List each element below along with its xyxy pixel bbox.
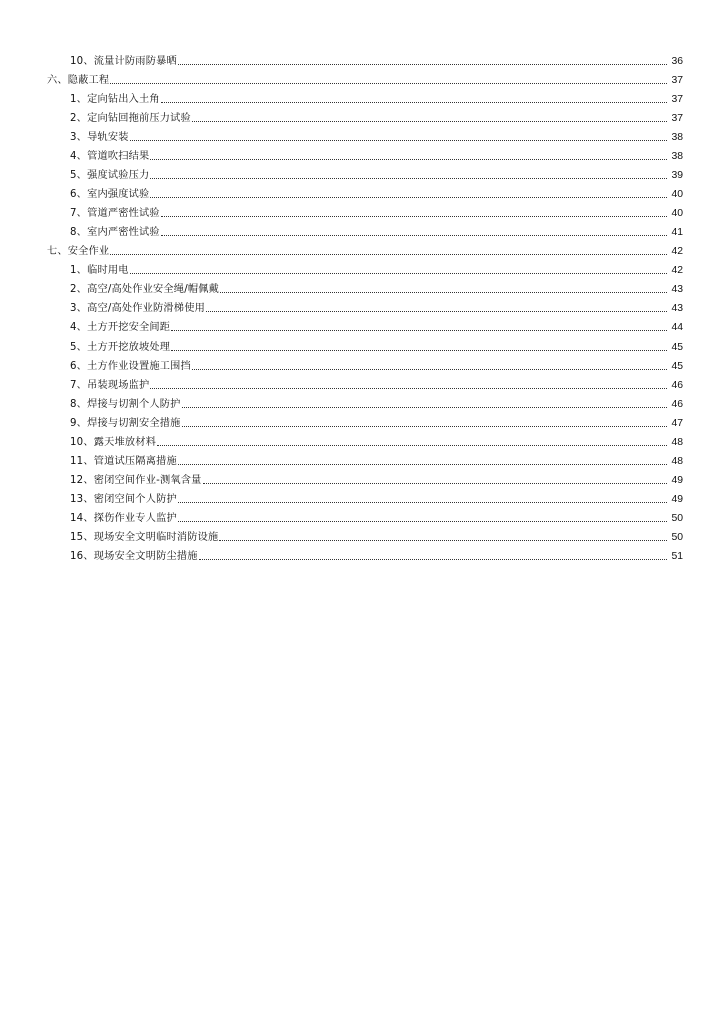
toc-entry[interactable]	[47, 487, 683, 506]
toc-entry-title: 10、流量计防雨防暴晒	[70, 56, 177, 68]
toc-entry[interactable]	[47, 144, 683, 163]
toc-entry[interactable]	[47, 373, 683, 392]
toc-section-entry[interactable]	[47, 239, 683, 258]
toc-entry-title: 7、管道严密性试验	[70, 208, 160, 220]
toc-dot-leader	[150, 387, 667, 389]
toc-entry-page: 37	[671, 94, 683, 106]
toc-dot-leader	[178, 501, 667, 503]
toc-entry[interactable]	[47, 411, 683, 430]
toc-entry-title: 6、土方作业设置施工围挡	[70, 360, 191, 372]
toc-entry-title: 六、隐蔽工程	[47, 75, 110, 87]
toc-entry[interactable]	[47, 354, 683, 373]
toc-dot-leader	[130, 272, 667, 274]
toc-entry-title: 1、定向钻出入土角	[70, 94, 160, 106]
toc-entry-title: 6、室内强度试验	[70, 189, 150, 201]
toc-dot-leader	[150, 196, 667, 198]
toc-entry-page: 48	[671, 436, 683, 448]
toc-entry-title: 4、土方开挖安全间距	[70, 322, 171, 334]
toc-entry-title: 5、强度试验压力	[70, 170, 150, 182]
toc-entry-page: 38	[671, 132, 683, 144]
toc-entry[interactable]	[47, 392, 683, 411]
toc-entry-page: 43	[671, 284, 683, 296]
toc-entry[interactable]	[47, 277, 683, 296]
toc-dot-leader	[171, 329, 667, 331]
toc-entry-title: 16、现场安全文明防尘措施	[70, 550, 198, 562]
table-of-contents	[47, 49, 683, 563]
toc-entry-page: 47	[671, 417, 683, 429]
toc-dot-leader	[161, 101, 667, 103]
toc-entry[interactable]	[47, 506, 683, 525]
toc-entry[interactable]	[47, 525, 683, 544]
toc-dot-leader	[178, 463, 667, 465]
toc-entry-page: 42	[671, 246, 683, 258]
toc-entry[interactable]	[47, 49, 683, 68]
toc-entry-title: 2、高空/高处作业安全绳/帽佩戴	[70, 284, 219, 296]
toc-entry[interactable]	[47, 315, 683, 334]
toc-entry-title: 14、探伤作业专人监护	[70, 512, 177, 524]
toc-entry-page: 37	[671, 113, 683, 125]
toc-entry[interactable]	[47, 468, 683, 487]
toc-entry[interactable]	[47, 449, 683, 468]
toc-entry-page: 41	[671, 227, 683, 239]
toc-entry[interactable]	[47, 296, 683, 315]
toc-dot-leader	[192, 120, 667, 122]
toc-entry-title: 9、焊接与切割安全措施	[70, 417, 181, 429]
toc-entry-page: 42	[671, 265, 683, 277]
toc-entry[interactable]	[47, 258, 683, 277]
toc-entry-page: 51	[671, 550, 683, 562]
toc-dot-leader	[150, 158, 667, 160]
toc-entry-title: 3、高空/高处作业防滑梯使用	[70, 303, 205, 315]
toc-entry-title: 3、导轨安装	[70, 132, 129, 144]
toc-entry-page: 48	[671, 455, 683, 467]
toc-dot-leader	[192, 368, 667, 370]
toc-entry-page: 45	[671, 341, 683, 353]
toc-dot-leader	[161, 234, 667, 236]
toc-dot-leader	[203, 482, 667, 484]
toc-entry-page: 37	[671, 75, 683, 87]
toc-entry-page: 45	[671, 360, 683, 372]
toc-entry[interactable]	[47, 163, 683, 182]
toc-entry-page: 46	[671, 398, 683, 410]
toc-entry-page: 49	[671, 493, 683, 505]
toc-dot-leader	[130, 139, 667, 141]
toc-entry[interactable]	[47, 430, 683, 449]
toc-dot-leader	[150, 177, 667, 179]
toc-entry-title: 1、临时用电	[70, 265, 129, 277]
toc-entry-page: 50	[671, 531, 683, 543]
toc-entry-title: 13、密闭空间个人防护	[70, 493, 177, 505]
toc-entry-page: 50	[671, 512, 683, 524]
toc-entry[interactable]	[47, 106, 683, 125]
toc-dot-leader	[182, 425, 667, 427]
toc-entry-page: 40	[671, 189, 683, 201]
toc-entry[interactable]	[47, 201, 683, 220]
toc-dot-leader	[157, 444, 667, 446]
toc-entry-page: 49	[671, 474, 683, 486]
toc-dot-leader	[199, 558, 667, 560]
toc-dot-leader	[110, 82, 667, 84]
toc-entry-title: 12、密闭空间作业-测氧含量	[70, 474, 202, 486]
toc-section-entry[interactable]	[47, 68, 683, 87]
toc-entry-title: 8、焊接与切割个人防护	[70, 398, 181, 410]
toc-entry[interactable]	[47, 544, 683, 563]
toc-entry-title: 2、定向钻回拖前压力试验	[70, 113, 191, 125]
toc-dot-leader	[206, 310, 667, 312]
toc-dot-leader	[110, 253, 667, 255]
toc-entry-title: 7、吊装现场监护	[70, 379, 150, 391]
toc-entry[interactable]	[47, 220, 683, 239]
toc-entry-title: 10、露天堆放材料	[70, 436, 157, 448]
toc-entry-title: 15、现场安全文明临时消防设施	[70, 531, 219, 543]
toc-entry[interactable]	[47, 87, 683, 106]
toc-dot-leader	[219, 539, 667, 541]
toc-entry-title: 5、土方开挖放坡处理	[70, 341, 171, 353]
toc-entry-page: 43	[671, 303, 683, 315]
toc-entry-page: 38	[671, 151, 683, 163]
toc-dot-leader	[178, 520, 667, 522]
toc-entry-title: 11、管道试压隔离措施	[70, 455, 177, 467]
toc-dot-leader	[220, 291, 667, 293]
toc-entry[interactable]	[47, 182, 683, 201]
toc-entry-page: 46	[671, 379, 683, 391]
toc-dot-leader	[171, 349, 667, 351]
toc-entry-page: 44	[671, 322, 683, 334]
toc-entry-page: 36	[671, 56, 683, 68]
toc-entry-page: 40	[671, 208, 683, 220]
toc-entry[interactable]	[47, 334, 683, 353]
toc-dot-leader	[178, 63, 667, 65]
toc-entry-title: 4、管道吹扫结果	[70, 151, 150, 163]
toc-dot-leader	[182, 406, 667, 408]
toc-dot-leader	[161, 215, 667, 217]
toc-entry-title: 8、室内严密性试验	[70, 227, 160, 239]
toc-entry[interactable]	[47, 125, 683, 144]
toc-entry-page: 39	[671, 170, 683, 182]
toc-entry-title: 七、安全作业	[47, 246, 110, 258]
